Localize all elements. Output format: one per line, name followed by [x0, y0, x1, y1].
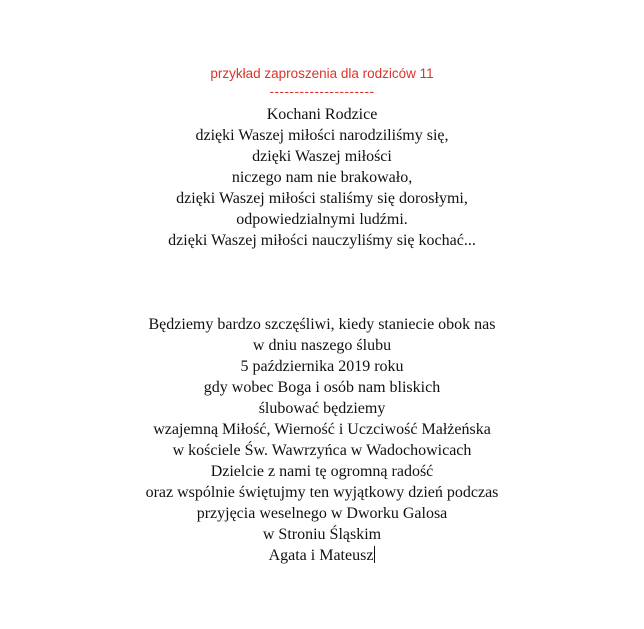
invitation-line: gdy wobec Boga i osób nam bliskich — [203, 379, 441, 396]
title-separator: --------------------- — [269, 84, 375, 99]
verse-line: Kochani Rodzice — [266, 106, 378, 123]
invitation-block — [0, 314, 644, 566]
verse-line: dzięki Waszej miłości staliśmy się dorosłymi, — [176, 190, 468, 207]
invitation-line: ślubować będziemy — [258, 400, 386, 417]
invitation-line: w Stroniu Śląskim — [262, 526, 382, 543]
verse-line: odpowiedzialnymi ludźmi. — [236, 211, 408, 228]
invitation-line: 5 października 2019 roku — [240, 358, 404, 375]
invitation-line: w kościele Św. Wawrzyńca w Wadochowicach — [172, 442, 472, 459]
invitation-line: oraz wspólnie świętujmy ten wyjątkowy dzień podczas — [145, 484, 499, 501]
verse-line: niczego nam nie brakowało, — [231, 169, 413, 186]
invitation-line: przyjęcia weselnego w Dworku Galosa — [196, 505, 448, 522]
verse-line: dzięki Waszej miłości narodziliśmy się, — [195, 127, 449, 144]
verse-line: dzięki Waszej miłości nauczyliśmy się kochać... — [168, 232, 476, 249]
invitation-line: Będziemy bardzo szczęśliwi, kiedy staniecie obok nas — [148, 316, 496, 333]
signature-line — [0, 545, 644, 566]
verse-line: dzięki Waszej miłości — [252, 148, 392, 165]
signature-names: Agata i Mateusz — [268, 547, 374, 564]
verse-block — [0, 104, 644, 251]
invitation-line: Dzielcie z nami tę ogromną radość — [210, 463, 434, 480]
example-title: przykład zaproszenia dla rodziców 11 — [210, 66, 434, 81]
invitation-line: wzajemną Miłość, Wierność i Uczciwość Małżeńska — [153, 421, 491, 438]
invitation-line: w dniu naszego ślubu — [252, 337, 392, 354]
text-cursor — [374, 546, 375, 563]
